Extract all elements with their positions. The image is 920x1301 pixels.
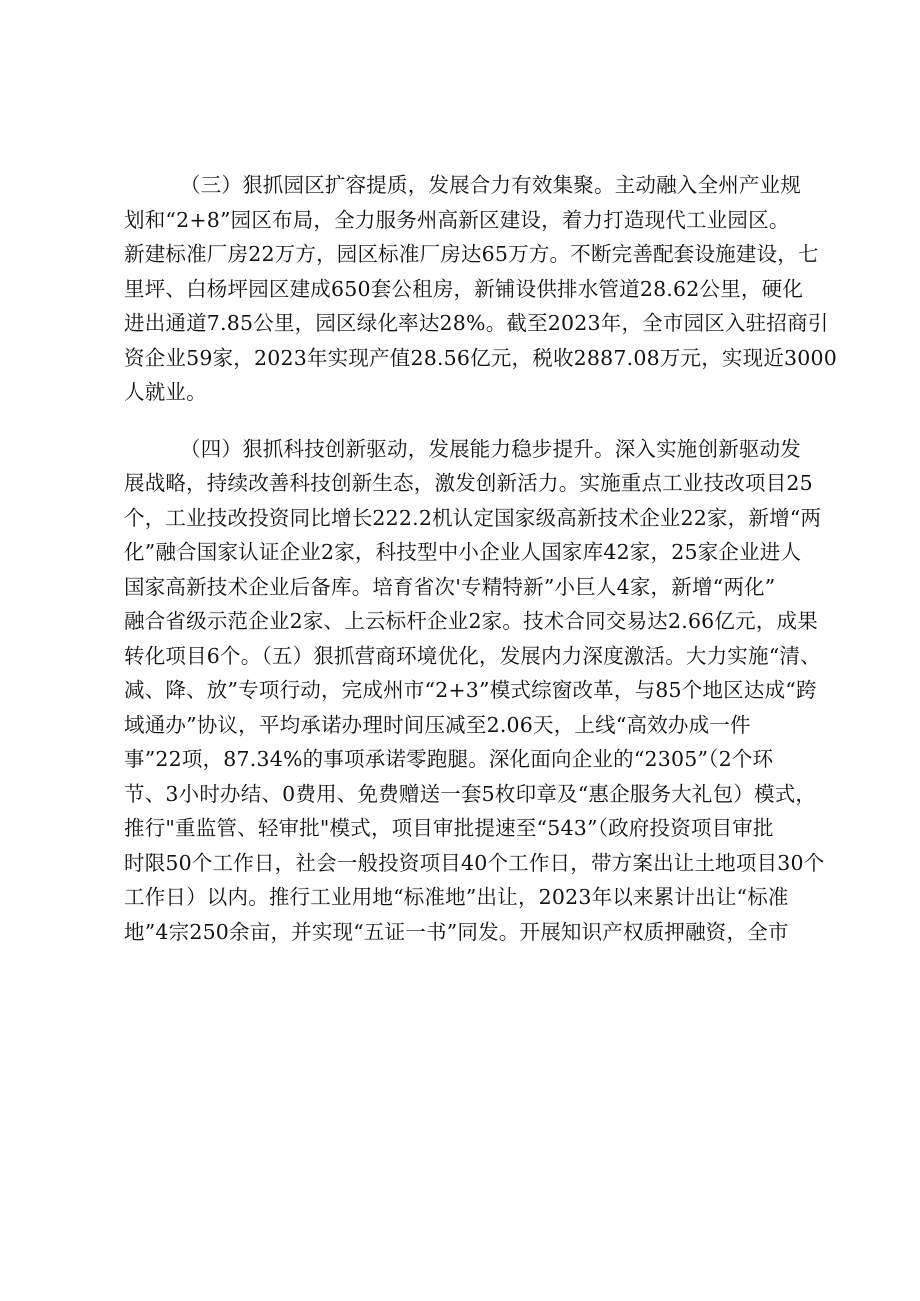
text-line: （三）狠抓园区扩容提质，发展合力有效集聚。主动融入全州产业规 [180, 173, 801, 197]
text-line: 划和“2+8”园区布局，全力服务州高新区建设，着力打造现代工业园区。 [124, 207, 790, 232]
text-line: 新建标准厂房22万方，园区标准厂房达65万方。不断完善配套设施建设，七 [124, 242, 819, 266]
text-line: 个，工业技改投资同比增长222.2机认定国家级高新技术企业22家，新增“两 [124, 505, 822, 530]
text-line: 推行"重监管、轻审批"模式，项目审批提速至“543”（政府投资项目审批 [124, 816, 774, 840]
text-line: 里坪、白杨坪园区建成650套公租房，新铺设供排水管道28.62公里，硬化 [124, 276, 804, 301]
text-line: 减、降、放”专项行动，完成州市“2+3”模式综窗改革，与85个地区达成“跨 [124, 678, 817, 702]
paragraph-three [124, 168, 837, 410]
paragraph-gap [124, 410, 802, 432]
paragraph-four [124, 432, 825, 950]
text-line: 进出通道7.85公里，园区绿化率达28%。截至2023年，全市园区入驻招商引 [124, 311, 829, 335]
document-body [124, 168, 837, 949]
text-line: 国家高新技术企业后备库。培育省次'专精特新”小巨人4家，新增“两化” [124, 574, 776, 599]
text-line: 融合省级示范企业2家、上云标杆企业2家。技术合同交易达2.66亿元，成果 [124, 609, 818, 633]
text-line: 地”4宗250余亩，并实现“五证一书”同发。开展知识产权质押融资，全市 [124, 919, 789, 944]
text-line: 工作日）以内。推行工业用地“标准地”出让，2023年以来累计出让“标准 [124, 885, 789, 909]
text-line: 人就业。 [124, 380, 207, 404]
text-line: 事”22项，87.34%的事项承诺零跑腿。深化面向企业的“2305”（2个环 [124, 747, 774, 771]
text-line: 资企业59家，2023年实现产值28.56亿元，税收2887.08万元，实现近3000 [124, 345, 837, 370]
text-line: 时限50个工作日，社会一般投资项目40个工作日，带方案出让土地项目30个 [124, 850, 825, 875]
text-line: 节、3小时办结、0费用、免费赠送一套5枚印章及“惠企服务大礼包）模式， [124, 781, 817, 806]
text-line: （四）狠抓科技创新驱动，发展能力稳步提升。深入实施创新驱动发 [180, 436, 801, 461]
text-line: 域通办”协议，平均承诺办理时间压减至2.06天，上线“高效办成一件 [124, 712, 751, 737]
text-line: 转化项目6个。（五）狠抓营商环境优化，发展内力深度激活。大力实施“清、 [124, 643, 821, 668]
text-line: 化”融合国家认证企业2家，科技型中小企业人国家库42家，25家企业进人 [124, 540, 802, 564]
text-line: 展战略，持续改善科技创新生态，激发创新活力。实施重点工业技改项目25 [124, 471, 813, 495]
